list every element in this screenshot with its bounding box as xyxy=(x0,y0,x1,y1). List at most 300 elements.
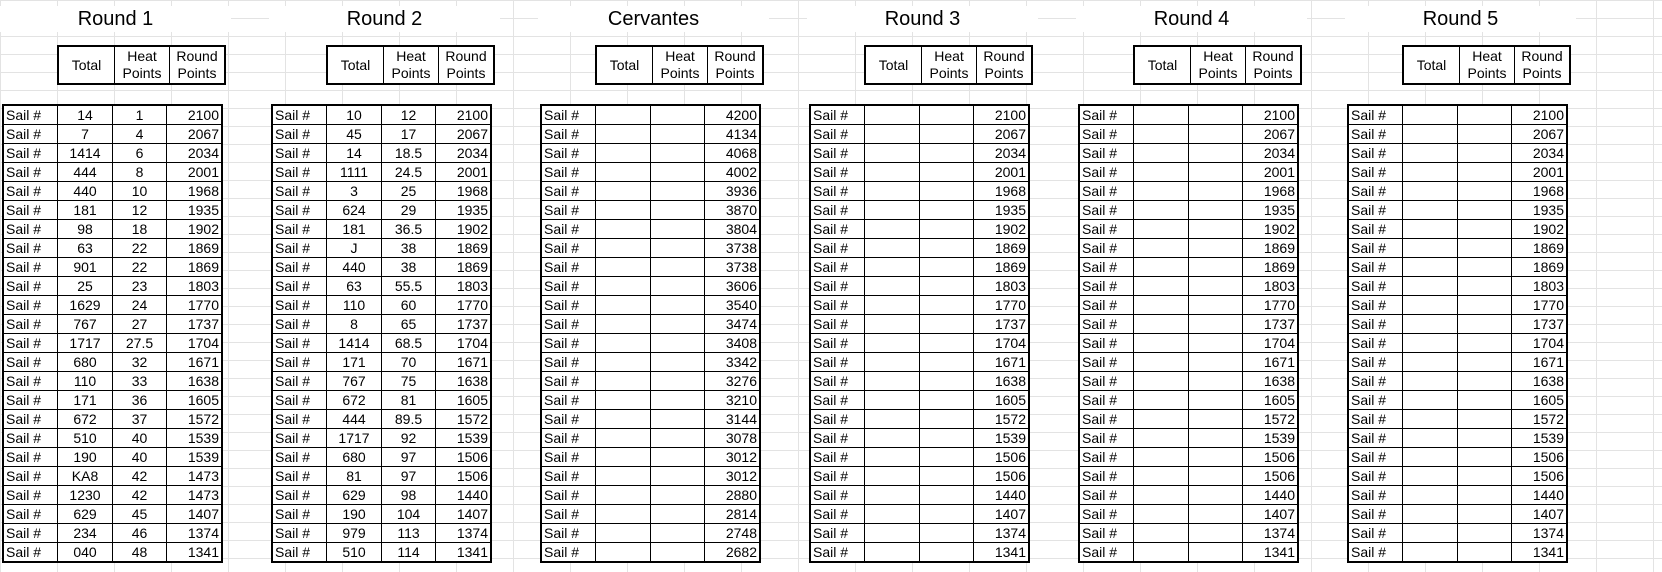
heat-points-cell[interactable] xyxy=(651,391,705,409)
sail-label-cell[interactable]: Sail # xyxy=(811,125,865,143)
total-cell[interactable] xyxy=(1403,372,1458,390)
sail-label-cell[interactable]: Sail # xyxy=(273,125,327,143)
heat-points-cell[interactable]: 27 xyxy=(113,315,167,333)
sail-label-cell[interactable]: Sail # xyxy=(4,448,58,466)
heat-points-cell[interactable]: 22 xyxy=(113,258,167,276)
round-points-cell[interactable]: 1704 xyxy=(187,335,219,351)
total-cell[interactable] xyxy=(1134,106,1189,124)
heat-points-cell[interactable] xyxy=(651,277,705,295)
sail-label-cell[interactable]: Sail # xyxy=(273,467,327,485)
round-points-cell[interactable]: 1605 xyxy=(1532,392,1564,408)
total-cell[interactable] xyxy=(1403,220,1458,238)
round-points-cell[interactable]: 1539 xyxy=(1263,430,1295,446)
sail-label-cell[interactable]: Sail # xyxy=(542,182,596,200)
sail-label-cell[interactable]: Sail # xyxy=(273,524,327,542)
round-points-cell[interactable]: 1638 xyxy=(187,373,219,389)
total-cell[interactable]: 624 xyxy=(327,201,382,219)
sail-label-cell[interactable]: Sail # xyxy=(811,467,865,485)
heat-points-cell[interactable] xyxy=(1458,106,1512,124)
sail-label-cell[interactable]: Sail # xyxy=(811,182,865,200)
total-cell[interactable] xyxy=(596,296,651,314)
total-cell[interactable]: 629 xyxy=(58,505,113,523)
round-points-cell[interactable]: 2001 xyxy=(994,164,1026,180)
total-cell[interactable] xyxy=(596,353,651,371)
round-points-cell[interactable]: 1638 xyxy=(1532,373,1564,389)
round-points-cell[interactable]: 2748 xyxy=(725,525,757,541)
round-points-cell[interactable]: 1605 xyxy=(1263,392,1295,408)
sail-label-cell[interactable]: Sail # xyxy=(811,429,865,447)
round-points-cell[interactable]: 2067 xyxy=(994,126,1026,142)
sail-label-cell[interactable]: Sail # xyxy=(1349,372,1403,390)
heat-points-cell[interactable]: 38 xyxy=(382,258,436,276)
round-points-cell[interactable]: 2100 xyxy=(1263,107,1295,123)
heat-points-cell[interactable] xyxy=(651,353,705,371)
sail-label-cell[interactable]: Sail # xyxy=(1080,239,1134,257)
round-points-cell[interactable]: 2034 xyxy=(456,145,488,161)
round-points-cell[interactable]: 1572 xyxy=(994,411,1026,427)
sail-label-cell[interactable]: Sail # xyxy=(4,372,58,390)
total-header[interactable]: Total xyxy=(866,47,922,83)
total-cell[interactable]: 440 xyxy=(58,182,113,200)
sail-label-cell[interactable]: Sail # xyxy=(1080,391,1134,409)
heat-points-cell[interactable] xyxy=(1458,543,1512,561)
round-points-cell[interactable]: 1341 xyxy=(1263,544,1295,560)
total-cell[interactable] xyxy=(1403,125,1458,143)
heat-points-cell[interactable] xyxy=(1458,296,1512,314)
heat-points-cell[interactable]: 81 xyxy=(382,391,436,409)
heat-points-cell[interactable]: 27.5 xyxy=(113,334,167,352)
round-points-cell[interactable]: 3738 xyxy=(725,259,757,275)
heat-points-cell[interactable]: 12 xyxy=(382,106,436,124)
sail-label-cell[interactable]: Sail # xyxy=(1349,201,1403,219)
round-points-cell[interactable]: 1803 xyxy=(1532,278,1564,294)
round-points-cell[interactable]: 1407 xyxy=(1263,506,1295,522)
heat-points-cell[interactable] xyxy=(920,429,974,447)
total-header[interactable]: Total xyxy=(328,47,384,83)
round-points-cell[interactable]: 1803 xyxy=(994,278,1026,294)
heat-points-cell[interactable] xyxy=(651,239,705,257)
sail-label-cell[interactable]: Sail # xyxy=(1080,163,1134,181)
round-points-cell[interactable]: 1770 xyxy=(1263,297,1295,313)
heat-points-cell[interactable] xyxy=(1458,353,1512,371)
total-cell[interactable]: 629 xyxy=(327,486,382,504)
round-points-header[interactable]: Round Points xyxy=(1521,48,1563,81)
sail-label-cell[interactable]: Sail # xyxy=(1080,410,1134,428)
heat-points-cell[interactable] xyxy=(1458,125,1512,143)
heat-points-cell[interactable] xyxy=(1189,144,1243,162)
sail-label-cell[interactable]: Sail # xyxy=(811,486,865,504)
sail-label-cell[interactable]: Sail # xyxy=(542,220,596,238)
round-points-cell[interactable]: 3078 xyxy=(725,430,757,446)
round-points-cell[interactable]: 2100 xyxy=(456,107,488,123)
sail-label-cell[interactable]: Sail # xyxy=(811,505,865,523)
sail-label-cell[interactable]: Sail # xyxy=(811,106,865,124)
sail-label-cell[interactable]: Sail # xyxy=(4,429,58,447)
heat-points-cell[interactable] xyxy=(1189,277,1243,295)
total-header[interactable]: Total xyxy=(1135,47,1191,83)
heat-points-cell[interactable] xyxy=(651,220,705,238)
heat-points-cell[interactable] xyxy=(920,239,974,257)
sail-label-cell[interactable]: Sail # xyxy=(542,239,596,257)
round-points-cell[interactable]: 1902 xyxy=(187,221,219,237)
sail-label-cell[interactable]: Sail # xyxy=(273,448,327,466)
sail-label-cell[interactable]: Sail # xyxy=(1349,429,1403,447)
sail-label-cell[interactable]: Sail # xyxy=(4,391,58,409)
heat-points-cell[interactable]: 6 xyxy=(113,144,167,162)
total-cell[interactable]: 444 xyxy=(58,163,113,181)
heat-points-cell[interactable] xyxy=(920,106,974,124)
sail-label-cell[interactable]: Sail # xyxy=(1349,296,1403,314)
heat-points-cell[interactable]: 97 xyxy=(382,448,436,466)
sail-label-cell[interactable]: Sail # xyxy=(4,410,58,428)
total-cell[interactable]: 672 xyxy=(327,391,382,409)
total-cell[interactable] xyxy=(1403,315,1458,333)
sail-label-cell[interactable]: Sail # xyxy=(1349,334,1403,352)
heat-points-cell[interactable]: 60 xyxy=(382,296,436,314)
round-points-cell[interactable]: 1968 xyxy=(1532,183,1564,199)
round-points-cell[interactable]: 2100 xyxy=(1532,107,1564,123)
round-points-cell[interactable]: 1869 xyxy=(994,259,1026,275)
heat-points-cell[interactable] xyxy=(920,277,974,295)
round-points-cell[interactable]: 1704 xyxy=(994,335,1026,351)
sail-label-cell[interactable]: Sail # xyxy=(273,258,327,276)
heat-points-cell[interactable] xyxy=(1458,505,1512,523)
sail-label-cell[interactable]: Sail # xyxy=(542,106,596,124)
total-cell[interactable] xyxy=(596,505,651,523)
heat-points-cell[interactable] xyxy=(651,372,705,390)
round-points-cell[interactable]: 1671 xyxy=(1532,354,1564,370)
round-points-cell[interactable]: 1440 xyxy=(1263,487,1295,503)
heat-points-cell[interactable] xyxy=(920,163,974,181)
round-points-header[interactable]: Round Points xyxy=(176,48,218,81)
round-points-cell[interactable]: 2034 xyxy=(994,145,1026,161)
total-cell[interactable] xyxy=(1134,486,1189,504)
total-cell[interactable]: 14 xyxy=(58,106,113,124)
sail-label-cell[interactable]: Sail # xyxy=(1080,353,1134,371)
sail-label-cell[interactable]: Sail # xyxy=(4,239,58,257)
total-cell[interactable] xyxy=(1403,467,1458,485)
total-cell[interactable] xyxy=(865,182,920,200)
heat-points-header[interactable]: Heat Points xyxy=(653,47,708,83)
round-points-cell[interactable]: 1605 xyxy=(456,392,488,408)
heat-points-cell[interactable]: 89.5 xyxy=(382,410,436,428)
total-cell[interactable] xyxy=(865,144,920,162)
heat-points-cell[interactable]: 42 xyxy=(113,467,167,485)
total-cell[interactable] xyxy=(865,353,920,371)
heat-points-cell[interactable]: 70 xyxy=(382,353,436,371)
total-cell[interactable] xyxy=(1403,543,1458,561)
heat-points-cell[interactable] xyxy=(1458,277,1512,295)
round-points-cell[interactable]: 1539 xyxy=(456,430,488,446)
round-points-cell[interactable]: 2067 xyxy=(187,126,219,142)
round-points-cell[interactable]: 3738 xyxy=(725,240,757,256)
sail-label-cell[interactable]: Sail # xyxy=(811,220,865,238)
heat-points-cell[interactable]: 40 xyxy=(113,429,167,447)
sail-label-cell[interactable]: Sail # xyxy=(273,182,327,200)
sail-label-cell[interactable]: Sail # xyxy=(273,315,327,333)
total-header[interactable]: Total xyxy=(59,47,115,83)
heat-points-cell[interactable] xyxy=(920,410,974,428)
sail-label-cell[interactable]: Sail # xyxy=(542,334,596,352)
heat-points-cell[interactable] xyxy=(1189,296,1243,314)
heat-points-cell[interactable]: 24.5 xyxy=(382,163,436,181)
sail-label-cell[interactable]: Sail # xyxy=(1080,543,1134,561)
total-cell[interactable] xyxy=(865,543,920,561)
round-points-cell[interactable]: 1506 xyxy=(994,468,1026,484)
total-cell[interactable] xyxy=(1403,144,1458,162)
sail-label-cell[interactable]: Sail # xyxy=(1349,220,1403,238)
round-points-cell[interactable]: 1935 xyxy=(1532,202,1564,218)
total-header[interactable]: Total xyxy=(597,47,653,83)
sail-label-cell[interactable]: Sail # xyxy=(542,391,596,409)
total-cell[interactable] xyxy=(1403,486,1458,504)
sail-label-cell[interactable]: Sail # xyxy=(1349,163,1403,181)
round-points-cell[interactable]: 3342 xyxy=(725,354,757,370)
sail-label-cell[interactable]: Sail # xyxy=(811,258,865,276)
round-points-cell[interactable]: 2034 xyxy=(1263,145,1295,161)
sail-label-cell[interactable]: Sail # xyxy=(4,315,58,333)
round-points-cell[interactable]: 1869 xyxy=(994,240,1026,256)
round-points-cell[interactable]: 2814 xyxy=(725,506,757,522)
total-cell[interactable]: 45 xyxy=(327,125,382,143)
total-cell[interactable] xyxy=(1403,296,1458,314)
total-cell[interactable] xyxy=(1134,144,1189,162)
round-points-cell[interactable]: 1539 xyxy=(994,430,1026,446)
total-cell[interactable] xyxy=(1134,125,1189,143)
sail-label-cell[interactable]: Sail # xyxy=(542,524,596,542)
sail-label-cell[interactable]: Sail # xyxy=(4,182,58,200)
total-cell[interactable]: 7 xyxy=(58,125,113,143)
total-cell[interactable]: 10 xyxy=(327,106,382,124)
heat-points-header[interactable]: Heat Points xyxy=(1191,47,1246,83)
sail-label-cell[interactable]: Sail # xyxy=(1349,505,1403,523)
total-cell[interactable] xyxy=(596,315,651,333)
total-cell[interactable] xyxy=(1134,315,1189,333)
total-cell[interactable] xyxy=(596,448,651,466)
heat-points-cell[interactable]: 55.5 xyxy=(382,277,436,295)
sail-label-cell[interactable]: Sail # xyxy=(1080,505,1134,523)
heat-points-cell[interactable] xyxy=(1458,429,1512,447)
heat-points-cell[interactable]: 25 xyxy=(382,182,436,200)
heat-points-cell[interactable] xyxy=(920,524,974,542)
heat-points-cell[interactable]: 46 xyxy=(113,524,167,542)
total-header[interactable]: Total xyxy=(1404,47,1460,83)
heat-points-cell[interactable]: 12 xyxy=(113,201,167,219)
round-points-cell[interactable]: 1869 xyxy=(456,240,488,256)
heat-points-cell[interactable]: 40 xyxy=(113,448,167,466)
total-cell[interactable]: 440 xyxy=(327,258,382,276)
heat-points-header[interactable]: Heat Points xyxy=(922,47,977,83)
total-cell[interactable]: 63 xyxy=(58,239,113,257)
round-points-cell[interactable]: 1671 xyxy=(187,354,219,370)
round-points-cell[interactable]: 1869 xyxy=(1263,259,1295,275)
heat-points-cell[interactable]: 113 xyxy=(382,524,436,542)
heat-points-cell[interactable] xyxy=(1458,258,1512,276)
heat-points-cell[interactable] xyxy=(651,486,705,504)
heat-points-cell[interactable] xyxy=(920,505,974,523)
round-points-cell[interactable]: 1374 xyxy=(1263,525,1295,541)
heat-points-cell[interactable] xyxy=(651,448,705,466)
round-points-cell[interactable]: 1407 xyxy=(456,506,488,522)
round-points-cell[interactable]: 1803 xyxy=(187,278,219,294)
round-points-cell[interactable]: 1341 xyxy=(187,544,219,560)
sail-label-cell[interactable]: Sail # xyxy=(4,277,58,295)
round-points-cell[interactable]: 1770 xyxy=(187,297,219,313)
round-points-cell[interactable]: 1374 xyxy=(994,525,1026,541)
sail-label-cell[interactable]: Sail # xyxy=(1349,448,1403,466)
sail-label-cell[interactable]: Sail # xyxy=(542,505,596,523)
heat-points-cell[interactable] xyxy=(1458,410,1512,428)
heat-points-cell[interactable] xyxy=(1189,125,1243,143)
sail-label-cell[interactable]: Sail # xyxy=(542,296,596,314)
total-cell[interactable]: 1717 xyxy=(327,429,382,447)
round-points-cell[interactable]: 1572 xyxy=(456,411,488,427)
round-points-cell[interactable]: 1869 xyxy=(456,259,488,275)
sail-label-cell[interactable]: Sail # xyxy=(542,125,596,143)
round-points-cell[interactable]: 3144 xyxy=(725,411,757,427)
round-points-cell[interactable]: 1506 xyxy=(456,449,488,465)
total-cell[interactable]: 901 xyxy=(58,258,113,276)
heat-points-cell[interactable] xyxy=(651,163,705,181)
heat-points-cell[interactable]: 23 xyxy=(113,277,167,295)
round-points-cell[interactable]: 1506 xyxy=(1532,468,1564,484)
heat-points-cell[interactable] xyxy=(651,296,705,314)
total-cell[interactable] xyxy=(596,277,651,295)
total-cell[interactable]: 767 xyxy=(58,315,113,333)
heat-points-cell[interactable] xyxy=(651,315,705,333)
round-points-cell[interactable]: 1440 xyxy=(1532,487,1564,503)
round-points-cell[interactable]: 1902 xyxy=(1532,221,1564,237)
heat-points-cell[interactable] xyxy=(920,353,974,371)
heat-points-cell[interactable]: 24 xyxy=(113,296,167,314)
total-cell[interactable]: 672 xyxy=(58,410,113,428)
sail-label-cell[interactable]: Sail # xyxy=(1080,334,1134,352)
round-points-cell[interactable]: 1803 xyxy=(456,278,488,294)
round-points-cell[interactable]: 1671 xyxy=(994,354,1026,370)
sail-label-cell[interactable]: Sail # xyxy=(4,163,58,181)
sail-label-cell[interactable]: Sail # xyxy=(1349,239,1403,257)
sail-label-cell[interactable]: Sail # xyxy=(4,505,58,523)
sail-label-cell[interactable]: Sail # xyxy=(1080,106,1134,124)
round-points-cell[interactable]: 1737 xyxy=(1263,316,1295,332)
total-cell[interactable] xyxy=(865,410,920,428)
heat-points-cell[interactable] xyxy=(651,524,705,542)
sail-label-cell[interactable]: Sail # xyxy=(1349,391,1403,409)
sail-label-cell[interactable]: Sail # xyxy=(273,486,327,504)
heat-points-cell[interactable] xyxy=(1458,144,1512,162)
round-points-cell[interactable]: 2034 xyxy=(1532,145,1564,161)
round-points-cell[interactable]: 3408 xyxy=(725,335,757,351)
sail-label-cell[interactable]: Sail # xyxy=(542,486,596,504)
total-cell[interactable] xyxy=(865,296,920,314)
sail-label-cell[interactable]: Sail # xyxy=(1349,486,1403,504)
total-cell[interactable]: 181 xyxy=(327,220,382,238)
heat-points-cell[interactable] xyxy=(1458,201,1512,219)
total-cell[interactable]: 171 xyxy=(58,391,113,409)
total-cell[interactable] xyxy=(1134,543,1189,561)
heat-points-cell[interactable]: 37 xyxy=(113,410,167,428)
round-points-cell[interactable]: 1440 xyxy=(994,487,1026,503)
heat-points-cell[interactable]: 32 xyxy=(113,353,167,371)
heat-points-cell[interactable]: 17 xyxy=(382,125,436,143)
sail-label-cell[interactable]: Sail # xyxy=(811,296,865,314)
sail-label-cell[interactable]: Sail # xyxy=(4,467,58,485)
total-cell[interactable] xyxy=(1134,220,1189,238)
heat-points-cell[interactable]: 33 xyxy=(113,372,167,390)
total-cell[interactable] xyxy=(1403,410,1458,428)
round-points-cell[interactable]: 1704 xyxy=(456,335,488,351)
sail-label-cell[interactable]: Sail # xyxy=(273,372,327,390)
heat-points-cell[interactable] xyxy=(1189,410,1243,428)
heat-points-cell[interactable] xyxy=(1458,182,1512,200)
total-cell[interactable]: 3 xyxy=(327,182,382,200)
sail-label-cell[interactable]: Sail # xyxy=(1349,467,1403,485)
total-cell[interactable] xyxy=(1134,277,1189,295)
sail-label-cell[interactable]: Sail # xyxy=(811,353,865,371)
sail-label-cell[interactable]: Sail # xyxy=(1080,296,1134,314)
heat-points-cell[interactable]: 48 xyxy=(113,543,167,561)
heat-points-cell[interactable] xyxy=(1458,220,1512,238)
round-points-cell[interactable]: 1968 xyxy=(1263,183,1295,199)
sail-label-cell[interactable]: Sail # xyxy=(273,296,327,314)
round-points-cell[interactable]: 2001 xyxy=(456,164,488,180)
heat-points-cell[interactable] xyxy=(920,258,974,276)
sail-label-cell[interactable]: Sail # xyxy=(273,163,327,181)
sail-label-cell[interactable]: Sail # xyxy=(811,448,865,466)
sail-label-cell[interactable]: Sail # xyxy=(811,543,865,561)
sail-label-cell[interactable]: Sail # xyxy=(811,410,865,428)
heat-points-cell[interactable] xyxy=(1189,334,1243,352)
round-points-cell[interactable]: 2067 xyxy=(1532,126,1564,142)
total-cell[interactable] xyxy=(596,334,651,352)
round-points-cell[interactable]: 1341 xyxy=(456,544,488,560)
sail-label-cell[interactable]: Sail # xyxy=(1080,277,1134,295)
round-points-cell[interactable]: 1638 xyxy=(456,373,488,389)
heat-points-cell[interactable] xyxy=(1189,372,1243,390)
total-cell[interactable]: 14 xyxy=(327,144,382,162)
sail-label-cell[interactable]: Sail # xyxy=(4,486,58,504)
sail-label-cell[interactable]: Sail # xyxy=(542,163,596,181)
total-cell[interactable]: 444 xyxy=(327,410,382,428)
heat-points-header[interactable]: Heat Points xyxy=(1460,47,1515,83)
heat-points-cell[interactable]: 42 xyxy=(113,486,167,504)
sail-label-cell[interactable]: Sail # xyxy=(811,144,865,162)
sail-label-cell[interactable]: Sail # xyxy=(1349,543,1403,561)
round-points-cell[interactable]: 1407 xyxy=(187,506,219,522)
sail-label-cell[interactable]: Sail # xyxy=(1080,372,1134,390)
round-points-cell[interactable]: 1770 xyxy=(1532,297,1564,313)
round-points-header[interactable]: Round Points xyxy=(445,48,487,81)
total-cell[interactable] xyxy=(596,220,651,238)
total-cell[interactable] xyxy=(865,258,920,276)
round-points-cell[interactable]: 3870 xyxy=(725,202,757,218)
heat-points-cell[interactable] xyxy=(920,125,974,143)
round-points-cell[interactable]: 1341 xyxy=(994,544,1026,560)
heat-points-cell[interactable] xyxy=(1189,429,1243,447)
sail-label-cell[interactable]: Sail # xyxy=(1080,429,1134,447)
total-cell[interactable] xyxy=(1134,163,1189,181)
total-cell[interactable] xyxy=(596,410,651,428)
sail-label-cell[interactable]: Sail # xyxy=(4,258,58,276)
round-points-cell[interactable]: 3540 xyxy=(725,297,757,313)
heat-points-cell[interactable] xyxy=(1189,353,1243,371)
heat-points-cell[interactable] xyxy=(1458,391,1512,409)
round-points-cell[interactable]: 1704 xyxy=(1532,335,1564,351)
total-cell[interactable] xyxy=(865,334,920,352)
round-points-cell[interactable]: 1407 xyxy=(1532,506,1564,522)
total-cell[interactable]: 040 xyxy=(58,543,113,561)
total-cell[interactable]: 25 xyxy=(58,277,113,295)
